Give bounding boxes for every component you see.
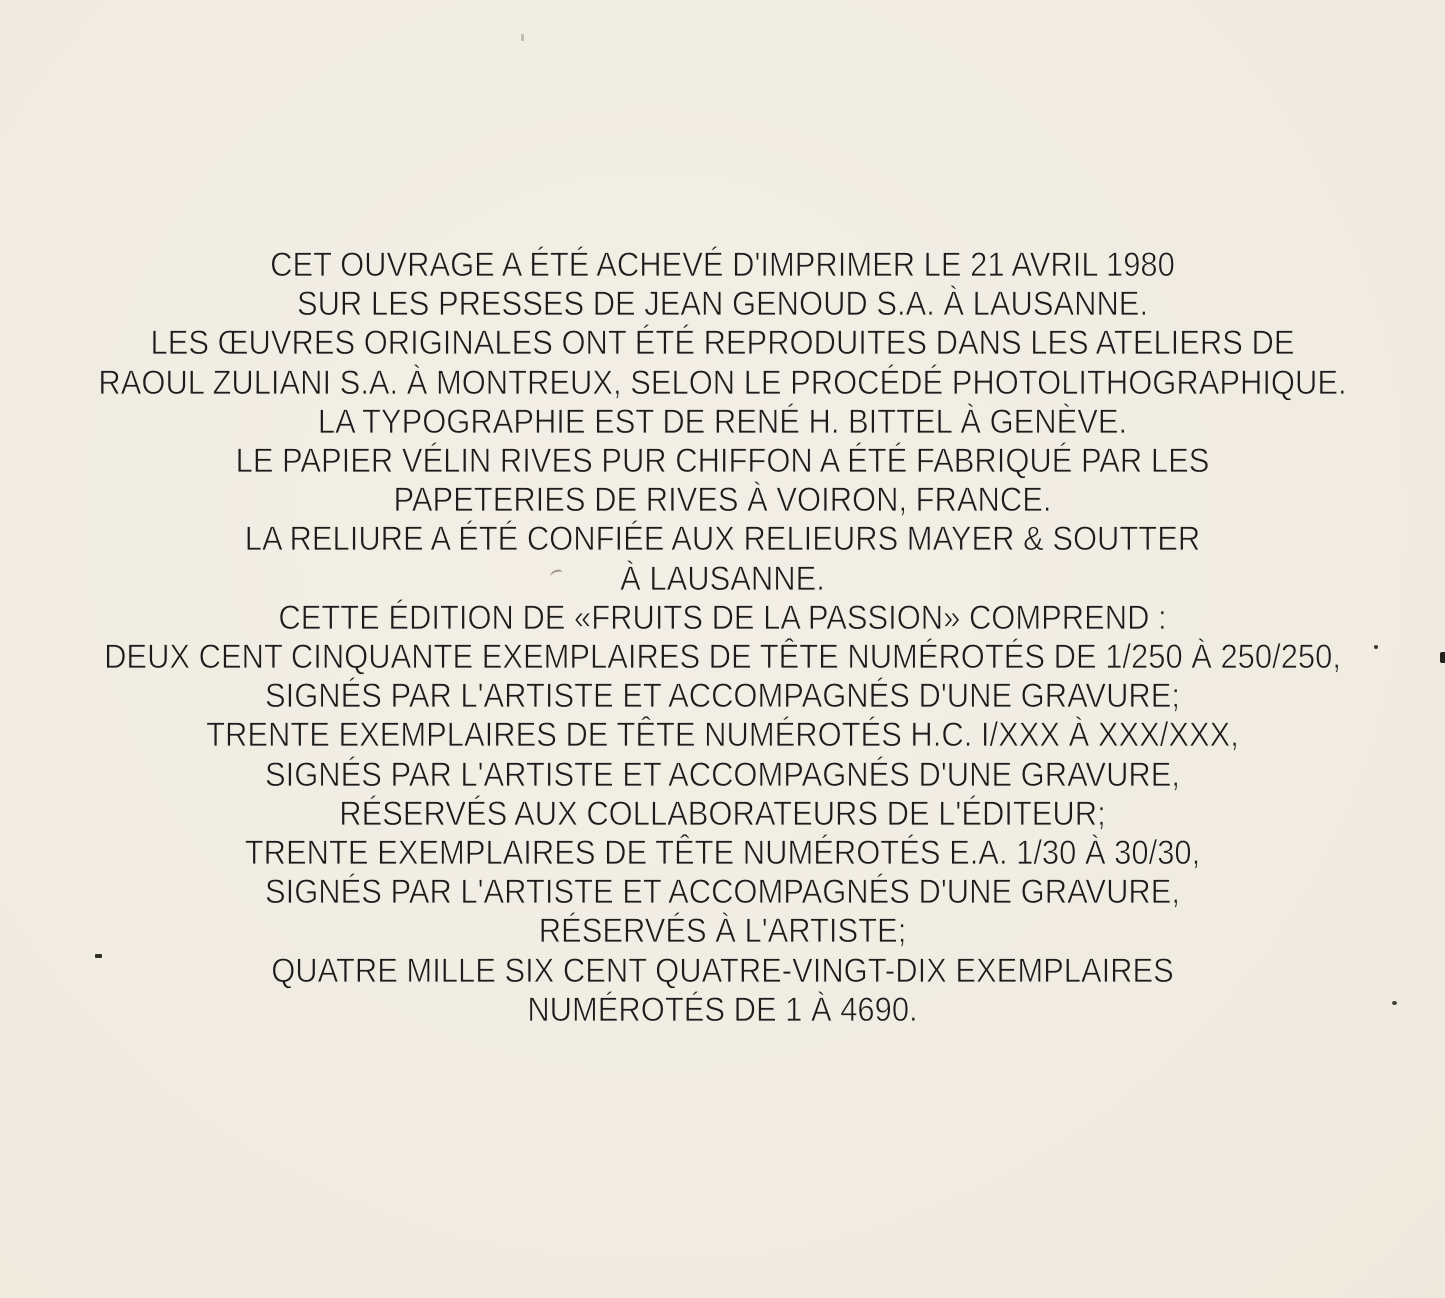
colophon-line: LA TYPOGRAPHIE EST DE RENÉ H. BITTEL À GENÈVE.	[317, 402, 1128, 441]
colophon-line: SUR LES PRESSES DE JEAN GENOUD S.A. À LAUSANNE.	[296, 285, 1149, 324]
scan-speck	[95, 954, 102, 958]
colophon-line: DEUX CENT CINQUANTE EXEMPLAIRES DE TÊTE NUMÉROTÉS DE 1/250 À 250/250,	[104, 638, 1341, 677]
colophon-line: CET OUVRAGE A ÉTÉ ACHEVÉ D'IMPRIMER LE 21 AVRIL 1980	[270, 246, 1175, 284]
colophon-line: LA RELIURE A ÉTÉ CONFIÉE AUX RELIEURS MAYER & SOUTTER	[244, 520, 1201, 559]
scan-speck	[1374, 645, 1378, 649]
scan-speck	[521, 34, 524, 41]
colophon-line: SIGNÉS PAR L'ARTISTE ET ACCOMPAGNÉS D'UNE GRAVURE,	[264, 755, 1181, 794]
colophon-line: SIGNÉS PAR L'ARTISTE ET ACCOMPAGNÉS D'UNE GRAVURE;	[264, 677, 1181, 716]
colophon-line: SIGNÉS PAR L'ARTISTE ET ACCOMPAGNÉS D'UNE GRAVURE,	[264, 873, 1181, 912]
colophon-line: RÉSERVÉS À L'ARTISTE;	[538, 912, 907, 951]
colophon-line: QUATRE MILLE SIX CENT QUATRE-VINGT-DIX EXEMPLAIRES	[271, 951, 1174, 990]
scan-speck	[1392, 1001, 1397, 1005]
colophon-line: À LAUSANNE.	[620, 559, 825, 598]
colophon-line: CETTE ÉDITION DE «FRUITS DE LA PASSION» COMPREND :	[278, 598, 1167, 637]
colophon-line: LES ŒUVRES ORIGINALES ONT ÉTÉ REPRODUITES DANS LES ATELIERS DE	[150, 324, 1295, 363]
scan-speck	[1440, 652, 1445, 663]
colophon-line: PAPETERIES DE RIVES À VOIRON, FRANCE.	[393, 481, 1052, 520]
colophon-line: RAOUL ZULIANI S.A. À MONTREUX, SELON LE PROCÉDÉ PHOTOLITHOGRAPHIQUE.	[98, 363, 1347, 402]
colophon-line: TRENTE EXEMPLAIRES DE TÊTE NUMÉROTÉS H.C. I/XXX À XXX/XXX,	[206, 716, 1239, 755]
colophon-line: TRENTE EXEMPLAIRES DE TÊTE NUMÉROTÉS E.A. 1/30 À 30/30,	[244, 834, 1201, 873]
colophon-line: NUMÉROTÉS DE 1 À 4690.	[527, 990, 918, 1029]
colophon-line: LE PAPIER VÉLIN RIVES PUR CHIFFON A ÉTÉ FABRIQUÉ PAR LES	[235, 442, 1210, 481]
colophon-line: RÉSERVÉS AUX COLLABORATEURS DE L'ÉDITEUR;	[339, 794, 1106, 833]
colophon-text-block	[65, 246, 1380, 1030]
